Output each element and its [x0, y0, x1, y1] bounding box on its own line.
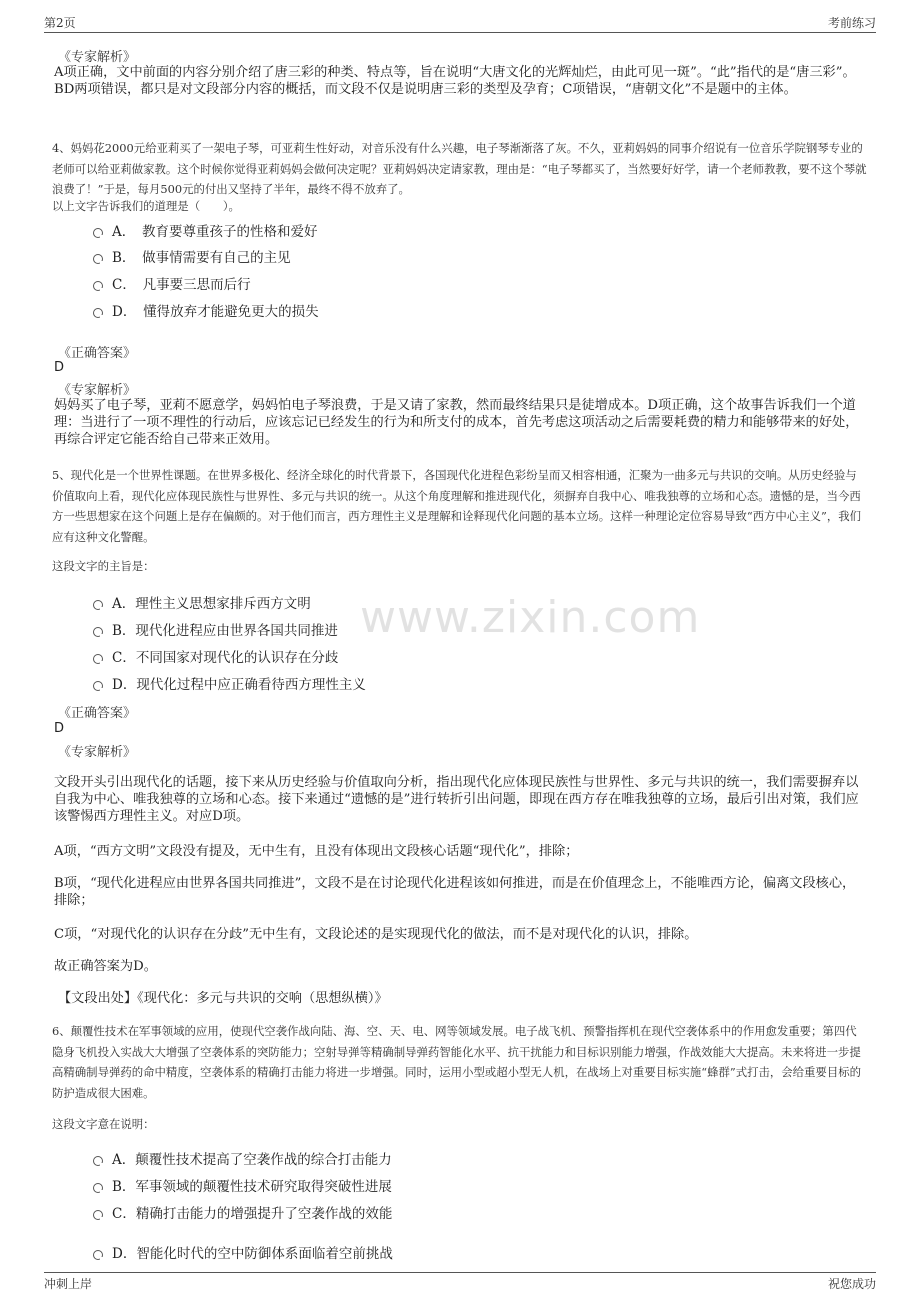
q5-analysis-main: 文段开头引出现代化的话题，接下来从历史经验与价值取向分析，指出现代化应体现民族性与世界性、多元与共识的统一，我们需要摒弃以自我为中心、唯我独尊的立场和心态。接下来通过“遗憾的是”进行转折引出问题，即现在西方存在唯我独尊的立场，最后引出对策，我们应该警惕西方理性主义。对应D项。: [54, 775, 859, 824]
q5-stem: 这段文字的主旨是：: [52, 559, 155, 573]
expert-analysis-label: 《专家解析》: [58, 383, 137, 398]
expert-analysis-label: 《专家解析》: [58, 50, 137, 65]
radio-icon[interactable]: [93, 600, 103, 610]
option-label: C． 凡事要三思而后行: [112, 277, 251, 293]
page-footer: [44, 1272, 876, 1293]
option-label: D．智能化时代的空中防御体系面临着空前挑战: [112, 1246, 393, 1262]
radio-icon[interactable]: [93, 228, 103, 238]
footer-right: 祝您成功: [827, 1277, 876, 1291]
radio-icon[interactable]: [93, 1210, 103, 1220]
q4-option-d[interactable]: [93, 300, 319, 320]
q5-analysis-a: A项，“西方文明”文段没有提及，无中生有，且没有体现出文段核心话题“现代化”，排除；: [54, 844, 579, 859]
q5-analysis-b: B项，“现代化进程应由世界各国共同推进”，文段不是在讨论现代化进程该如何推进，而是在价值理念上，不能唯西方论，偏离文段核心，排除；: [54, 876, 856, 908]
correct-answer-label: 《正确答案》: [58, 346, 137, 361]
q6-option-a[interactable]: [93, 1148, 392, 1168]
option-label: A． 教育要尊重孩子的性格和爱好: [112, 224, 318, 240]
q3-analysis: A项正确，文中前面的内容分别介绍了唐三彩的种类、特点等，旨在说明“大唐文化的光辉灿烂，由此可见一斑”。“此”指代的是“唐三彩”。BD两项错误，都只是对文段部分内容的概括，而文段不仅是说明唐三彩的类型及孕育；C项错误，“唐朝文化”不是题中的主体。: [54, 65, 856, 97]
page-header: [44, 14, 876, 33]
header-title: 考前练习: [827, 16, 876, 30]
radio-icon[interactable]: [93, 627, 103, 637]
option-label: B．现代化进程应由世界各国共同推进: [112, 623, 338, 639]
radio-icon[interactable]: [93, 654, 103, 664]
q4-question-text: 4、妈妈花2000元给亚莉买了一架电子琴，可亚莉生性好动，对音乐没有什么兴趣，电子琴渐渐落了灰。不久，亚莉妈妈的同事介绍说有一位音乐学院钢琴专业的老师可以给亚莉做家教。这个时候你觉得亚莉妈妈会做何决定呢？亚莉妈妈决定请家教，理由是：“电子琴都买了，当然要好好学，请一个老师教教，要不这个琴就浪费了！”于是，每月500元的付出又坚持了半年，最终不得不放弃了。: [52, 141, 867, 196]
page-number: 第2页: [44, 16, 76, 30]
option-label: A．颠覆性技术提高了空袭作战的综合打击能力: [112, 1152, 392, 1168]
q5-option-b[interactable]: [93, 619, 338, 639]
footer-left: 冲刺上岸: [44, 1277, 93, 1291]
option-label: D．现代化过程中应正确看待西方理性主义: [112, 677, 366, 693]
q6-stem: 这段文字意在说明：: [52, 1117, 155, 1131]
q5-option-c[interactable]: [93, 646, 338, 666]
q5-option-d[interactable]: [93, 673, 366, 693]
q4-analysis: 妈妈买了电子琴，亚莉不愿意学，妈妈怕电子琴浪费，于是又请了家教，然而最终结果只是徒增成本。D项正确，这个故事告诉我们一个道理：当进行了一项不理性的行动后，应该忘记已经发生的行为和所支付的成本，首先考虑这项活动之后需要耗费的精力和能够带来的好处，再综合评定它能否给自己带来正效用。: [54, 398, 859, 447]
q4-option-b[interactable]: [93, 246, 291, 266]
q5-source: 【文段出处】《现代化：多元与共识的交响（思想纵横）》: [58, 991, 388, 1006]
radio-icon[interactable]: [93, 254, 103, 264]
radio-icon[interactable]: [93, 681, 103, 691]
option-label: B． 做事情需要有自己的主见: [112, 250, 291, 266]
option-label: A．理性主义思想家排斥西方文明: [112, 596, 311, 612]
q4-option-a[interactable]: [93, 220, 318, 240]
q4-stem: 以上文字告诉我们的道理是（ ）。: [52, 199, 240, 213]
option-label: B．军事领域的颠覆性技术研究取得突破性进展: [112, 1179, 392, 1195]
expert-analysis-label: 《专家解析》: [58, 745, 137, 760]
radio-icon[interactable]: [93, 1183, 103, 1193]
q6-option-d[interactable]: [93, 1242, 393, 1262]
q6-option-b[interactable]: [93, 1175, 392, 1195]
watermark: www.zixin.com: [360, 592, 701, 643]
q4-option-c[interactable]: [93, 273, 251, 293]
q4-answer: D: [54, 360, 65, 375]
q6-option-c[interactable]: [93, 1202, 392, 1222]
q5-analysis-conclusion: 故正确答案为D。: [54, 959, 157, 974]
radio-icon[interactable]: [93, 1250, 103, 1260]
radio-icon[interactable]: [93, 281, 103, 291]
q5-option-a[interactable]: [93, 592, 311, 612]
option-label: C．不同国家对现代化的认识存在分歧: [112, 650, 339, 666]
radio-icon[interactable]: [93, 308, 103, 318]
option-label: D． 懂得放弃才能避免更大的损失: [112, 304, 319, 320]
q5-answer: D: [54, 721, 65, 736]
q5-question-text: 5、现代化是一个世界性课题。在世界多极化、经济全球化的时代背景下，各国现代化进程色彩纷呈而又相容相通，汇聚为一曲多元与共识的交响。从历史经验与价值取向上看，现代化应体现民族性与世界性、多元与共识的统一。从这个角度理解和推进现代化，须摒弃自我中心、唯我独尊的立场和心态。遗憾的是，当今西方一些思想家在这个问题上是存在偏颇的。对于他们而言，西方理性主义是理解和诠释现代化问题的基本立场。这样一种理论定位容易导致“西方中心主义”，我们应有这种文化警醒。: [52, 468, 861, 544]
q6-question-text: 6、颠覆性技术在军事领域的应用，使现代空袭作战向陆、海、空、天、电、网等领域发展。电子战飞机、预警指挥机在现代空袭体系中的作用愈发重要；第四代隐身飞机投入实战大大增强了空袭体系的突防能力；空射导弹等精确制导弹药智能化水平、抗干扰能力和目标识别能力增强，作战效能大大提高。未来将进一步提高精确制导弹药的命中精度，空袭体系的精确打击能力将进一步增强。同时，运用小型或超小型无人机，在战场上对重要目标实施“蜂群”式打击，会给重要目标的防护造成很大困难。: [52, 1024, 861, 1100]
option-label: C．精确打击能力的增强提升了空袭作战的效能: [112, 1206, 393, 1222]
radio-icon[interactable]: [93, 1156, 103, 1166]
correct-answer-label: 《正确答案》: [58, 706, 137, 721]
q5-analysis-c: C项，“对现代化的认识存在分歧”无中生有，文段论述的是实现现代化的做法，而不是对现代化的认识，排除。: [54, 927, 698, 942]
